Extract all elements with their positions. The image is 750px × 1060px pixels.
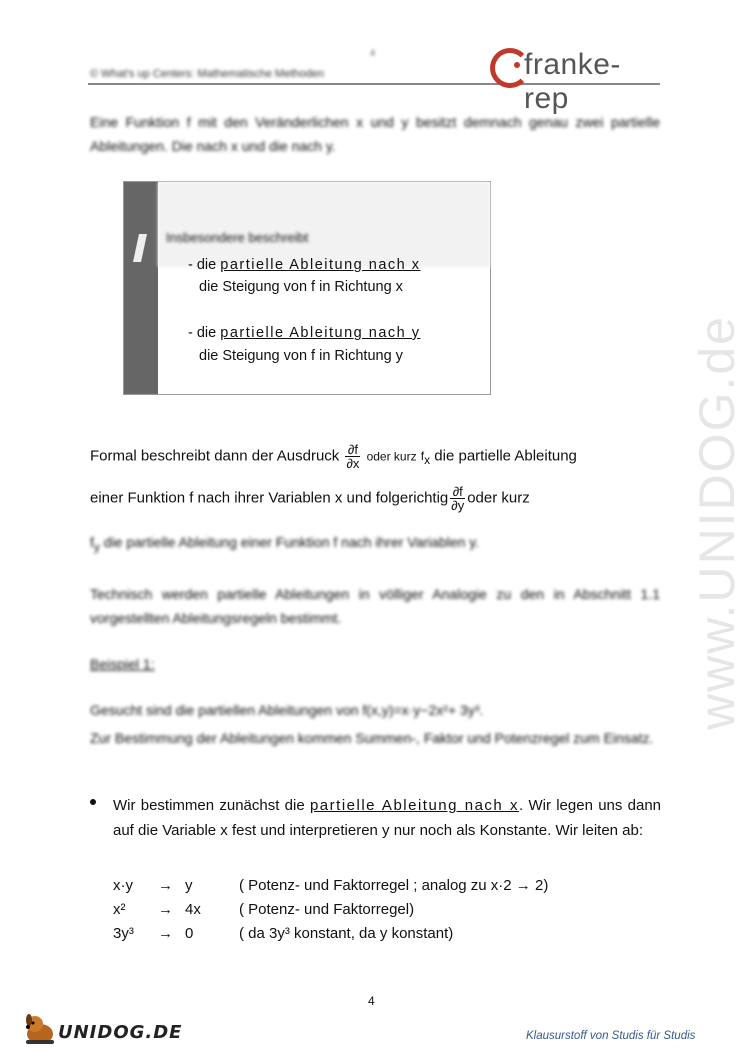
row-note: ( Potenz- und Faktorregel ; analog zu x·2 → 2) <box>239 877 549 894</box>
franke-rep-logo <box>490 48 665 115</box>
formal-text-1: Formal beschreibt dann der Ausdruck <box>90 447 340 465</box>
info-box-sidebar <box>124 182 158 394</box>
logo-text: franke-rep <box>524 48 621 115</box>
bullet-rest: . Wir legen uns dann auf die Variable x fest und interpretieren y nur noch als Konstante. Wir leiten ab: <box>113 797 662 839</box>
page-number: 4 <box>368 994 375 1008</box>
dog-logo-icon <box>22 1012 58 1046</box>
watermark: www.UNIDOG.de <box>689 315 745 730</box>
technisch-paragraph: Technisch werden partielle Ableitungen in völliger Analogie zu den in Abschnitt 1.1 vorgestellten Ableitungsregeln bestimmt. <box>90 586 660 626</box>
row-arrow: → <box>158 877 173 894</box>
item1-link: partielle Ableitung nach x <box>220 257 421 273</box>
bullet-paragraph <box>113 794 661 843</box>
header-small-number: 4 <box>370 48 376 58</box>
intro-paragraph: Eine Funktion f mit den Veränderlichen x und y besitzt demnach genau zwei partielle Ableitungen. Die nach x und die nach y. <box>90 114 660 154</box>
footer-tagline: Klausurstoff von Studis für Studis <box>526 1030 696 1042</box>
info-box-item-1 <box>188 254 420 276</box>
row-result: 4x <box>185 901 201 918</box>
formal-line-1 <box>90 443 662 470</box>
formal-text-2: die partielle Ableitung <box>434 447 577 465</box>
fx-symbol: $f_x$ <box>420 449 431 468</box>
beispiel-line-1: Gesucht sind die partiellen Ableitungen von f(x,y)=x·y−2x²+ 3y³. <box>90 702 484 718</box>
row-note: ( Potenz- und Faktorregel) <box>239 901 415 918</box>
row-arrow: → <box>158 925 173 942</box>
partial-fraction-y: $\frac{\partial f}{\partial y}$ <box>451 484 465 513</box>
beispiel-line-2: Zur Bestimmung der Ableitungen kommen Summen-, Faktor und Potenzregel zum Einsatz. <box>90 730 654 746</box>
unidog-brand: UNIDOG.DE <box>58 1022 183 1043</box>
row-expr: x² <box>113 901 126 918</box>
info-box-item-2 <box>188 322 420 344</box>
row-expr: x·y <box>113 877 133 894</box>
bullet-start: Wir bestimmen zunächst die <box>113 797 305 814</box>
info-box-item-2-desc: die Steigung von f in Richtung y <box>199 348 403 364</box>
header-left-text: © What's up Centers: Mathematische Methoden <box>90 68 324 80</box>
info-box-heading: Insbesondere beschreibt <box>166 230 309 245</box>
info-box-item-1-desc: die Steigung von f in Richtung x <box>199 279 403 295</box>
formal-line-2-text: einer Funktion f nach ihrer Variablen x und folgerichtig <box>90 489 449 507</box>
row-arrow: → <box>158 901 173 918</box>
info-box <box>123 181 491 395</box>
item2-prefix: - die <box>188 325 217 341</box>
formal-line-2-end: oder kurz <box>467 489 530 507</box>
exclamation-icon <box>133 234 147 262</box>
row-result: 0 <box>185 925 194 942</box>
bullet-link: partielle Ableitung nach x <box>309 797 520 814</box>
row-expr: 3y³ <box>113 925 134 942</box>
item1-prefix: - die <box>188 257 217 273</box>
formal-line-3: $f_y$ die partielle Ableitung einer Funktion f nach ihrer Variablen y. <box>90 534 480 554</box>
oder-kurz-1: oder kurz <box>366 449 417 464</box>
row-result: y <box>185 877 193 894</box>
item2-link: partielle Ableitung nach y <box>220 325 421 341</box>
fy-symbol: $f_y$ <box>90 534 100 554</box>
formal-line-2 <box>90 485 662 512</box>
row-note: ( da 3y³ konstant, da y konstant) <box>239 925 454 942</box>
logo-dot-icon <box>514 62 520 68</box>
bullet-dot-icon <box>90 799 96 805</box>
partial-fraction-x: $\frac{\partial f}{\partial x}$ <box>346 442 360 471</box>
beispiel-title: Beispiel 1: <box>90 656 155 672</box>
